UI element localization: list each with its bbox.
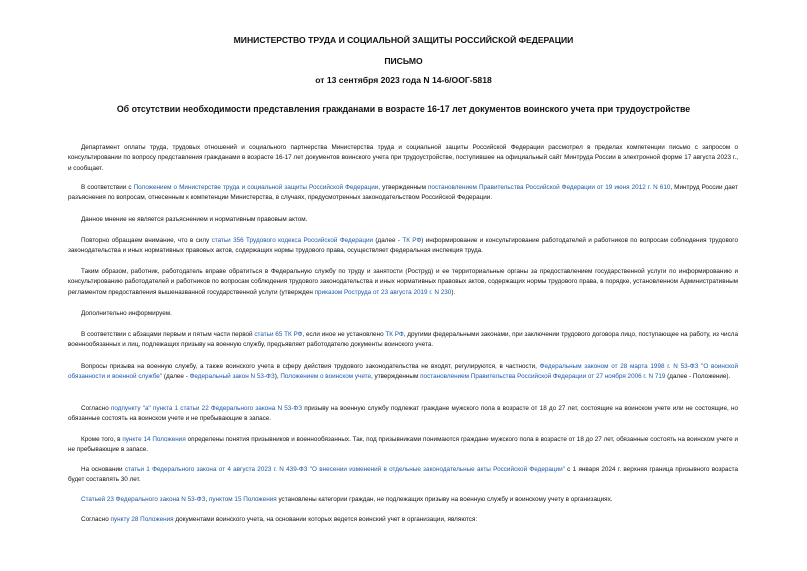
legal-reference-link[interactable]: статьи 65 ТК РФ [254, 331, 303, 338]
legal-reference-link[interactable]: пункте 14 Положения [122, 436, 186, 443]
paragraph-text: Таким образом, работник, работодатель вправе обратиться в Федеральную службу по труду и занятости (Роструд) и ее территориальные органы за предоставлением государственной услуги по информированию и консультированию работодателей и работников по вопросам соблюдения трудового законодательства и иных нормативных правовых актов, содержащих нормы трудового права, в порядке, установленном Административным регламентом предоставления вышеназванной государственной услуги (утвержден [68, 268, 738, 296]
document-type: ПИСЬМО [384, 56, 423, 66]
document-date-number: от 13 сентября 2023 года N 14-6/ООГ-5818 [315, 75, 492, 85]
legal-reference-link[interactable]: ТК РФ [385, 331, 404, 338]
legal-reference-link[interactable]: пункту 28 Положения [110, 516, 174, 523]
paragraph [68, 362, 738, 383]
legal-reference-link[interactable]: Положением о Министерстве труда и социальной защиты Российской Федерации [133, 184, 379, 191]
paragraph [68, 183, 738, 204]
paragraph [68, 330, 738, 351]
legal-reference-link[interactable]: пунктом 15 Положения [208, 496, 277, 503]
paragraph-text: , утвержденным [378, 184, 428, 191]
paragraph-text: (далее - [162, 373, 190, 381]
legal-reference-link[interactable]: Статьей 23 Федерального закона N 53-ФЗ [81, 496, 206, 503]
paragraph [68, 404, 738, 425]
paragraph [68, 465, 738, 486]
legal-reference-link[interactable]: статьи 1 Федерального закона от 4 августа 2023 г. N 439-ФЗ "О внесении изменений в отдельные законодательные акты Российской Федерации" [124, 466, 565, 473]
paragraph [68, 143, 738, 174]
legal-reference-link[interactable]: Федеральный закон N 53-ФЗ [189, 373, 275, 381]
paragraph [68, 236, 738, 257]
paragraph-text: ) информирование и консультирование работодателей и работников по вопросам соблюдения трудового законодательства и иных нормативных правовых актов, содержащих нормы трудового права, осуществляет федеральная инспекция труда. [68, 237, 738, 255]
paragraph-text: ), [274, 373, 281, 381]
paragraph [68, 267, 738, 298]
ministry-name: МИНИСТЕРСТВО ТРУДА И СОЦИАЛЬНОЙ ЗАЩИТЫ РОССИЙСКОЙ ФЕДЕРАЦИИ [233, 35, 574, 45]
paragraph-text: Дополнительно информируем. [81, 310, 172, 317]
paragraph-text: Повторно обращаем внимание, что в силу [81, 237, 212, 244]
paragraph-text: , другими федеральными законами, при заключении трудового договора лицо, поступающее на работу, из числа военнообязанных и лиц, подлежащих призыву на военную службу, предъявляет работодателю документы воинского учета. [68, 331, 738, 349]
paragraph-text: призыву на военную службу подлежат граждане мужского пола в возрасте от 18 до 27 лет, состоящие на воинском учете или не состоящие, но обязанные состоять на воинском учете и не пребывающие в запасе. [68, 405, 738, 423]
legal-reference-link[interactable]: Федеральным законом от 28 марта 1998 г. N 53-ФЗ "О воинской обязанности и военной службе" [68, 363, 738, 381]
paragraph-text: В соответствии с [81, 184, 134, 191]
legal-reference-link[interactable]: ТК РФ [402, 237, 422, 244]
paragraph-text: Согласно [81, 516, 111, 523]
paragraph [68, 495, 738, 505]
paragraph [68, 215, 738, 225]
paragraph-text: документами воинского учета, на основании которых ведется воинский учет в организации, являются: [173, 516, 478, 523]
legal-reference-link[interactable]: постановлением Правительства Российской Федерации от 27 ноября 2006 г. N 719 [420, 373, 666, 381]
paragraph-text: , утвержденным [371, 373, 421, 381]
paragraph-text: Данное мнение не является разъяснением и нормативным правовым актом. [81, 216, 308, 223]
legal-reference-link[interactable]: постановлением Правительства Российской Федерации от 19 июня 2012 г. N 610 [428, 184, 671, 191]
legal-reference-link[interactable]: Положением о воинском учете [280, 373, 371, 381]
paragraph-text: определены понятия призывников и военнообязанных. Так, под призывниками понимаются граждане мужского пола в возрасте от 18 до 27 лет, обязанные состоять на воинском учете и не пребывающие в запасе. [68, 436, 738, 454]
paragraph-text: Согласно [81, 405, 111, 412]
paragraph-text: В соответствии с абзацами первым и пятым части первой [81, 331, 255, 338]
paragraph-text: (далее - Положение). [665, 373, 731, 381]
document-title: Об отсутствии необходимости представления гражданами в возрасте 16-17 лет документов воинского учета при трудоустройстве [116, 104, 691, 114]
paragraph-text: , [205, 496, 209, 503]
paragraph-text: Вопросы призыва на военную службу, а также воинского учета в сферу действия трудового законодательства не входят, регулируются, в частности, [81, 363, 540, 370]
paragraph [68, 435, 738, 456]
legal-reference-link[interactable]: статьи 356 Трудового кодекса Российской Федерации [211, 237, 374, 244]
paragraph [68, 309, 738, 319]
paragraph-text: ). [451, 288, 456, 296]
paragraph-text: установлены категории граждан, не подлежащих призыву на военную службу и воинскому учету в организациях. [276, 496, 613, 503]
paragraph-text: На основании [81, 466, 125, 473]
paragraph-text: Департамент оплаты труда, трудовых отношений и социального партнерства Министерства труда и социальной защиты Российской Федерации рассмотрел в пределах компетенции письмо с запросом о консультировании по вопросу представления гражданами в возрасте 16-17 лет документов воинского учета при трудоустройстве, поступившее на официальный сайт Минтруда России в электронной форме 17 августа 2023 г., и сообщает. [68, 144, 738, 172]
paragraph-text: , если иное не установлено [302, 331, 386, 338]
legal-reference-link[interactable]: приказом Роструда от 23 августа 2019 г. N 230 [314, 288, 452, 296]
paragraph-text: (далее - [373, 237, 403, 244]
paragraph-text: , Минтруд России дает разъяснения по вопросам, отнесенным к компетенции Министерства, в случаях, предусмотренных законодательством Российской Федерации. [68, 184, 738, 202]
paragraph [68, 515, 738, 525]
paragraph-text: с 1 января 2024 г. верхняя граница призывного возраста будет составлять 30 лет. [68, 466, 738, 484]
legal-reference-link[interactable]: подпункту "а" пункта 1 статьи 22 Федерального закона N 53-ФЗ [110, 405, 303, 412]
paragraph-text: Кроме того, в [81, 436, 123, 443]
